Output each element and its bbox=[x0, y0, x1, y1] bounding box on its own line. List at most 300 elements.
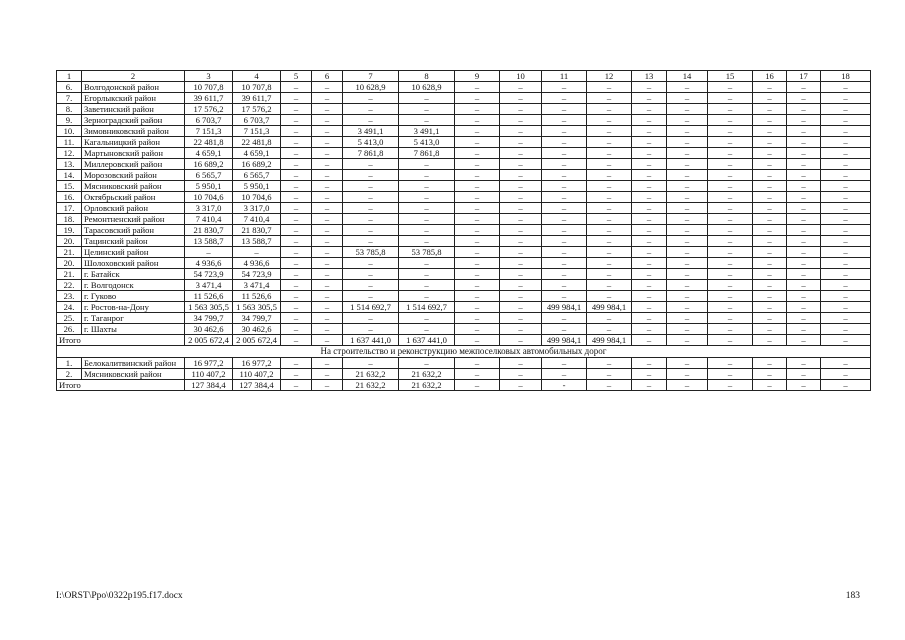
table-cell: – bbox=[632, 104, 667, 115]
table-cell: – bbox=[821, 104, 871, 115]
table-cell: – bbox=[821, 126, 871, 137]
table-cell: – bbox=[708, 214, 753, 225]
table-cell: 30 462,6 bbox=[233, 324, 281, 335]
table-cell: Кагальницкий район bbox=[82, 137, 185, 148]
table-cell: 13 588,7 bbox=[185, 236, 233, 247]
table-row bbox=[57, 82, 871, 93]
table-cell: – bbox=[821, 280, 871, 291]
table-cell: – bbox=[500, 137, 542, 148]
table-cell: – bbox=[587, 269, 632, 280]
table-cell: – bbox=[667, 159, 708, 170]
table-cell: 26. bbox=[57, 324, 82, 335]
table-row bbox=[57, 148, 871, 159]
table-cell: – bbox=[281, 369, 312, 380]
table-cell: – bbox=[667, 291, 708, 302]
table-cell: – bbox=[500, 335, 542, 346]
table-cell: – bbox=[787, 335, 821, 346]
table-cell: – bbox=[455, 291, 500, 302]
table-cell: – bbox=[455, 280, 500, 291]
table-row bbox=[57, 126, 871, 137]
table-cell: – bbox=[821, 82, 871, 93]
table-cell: – bbox=[787, 324, 821, 335]
table-cell: – bbox=[787, 247, 821, 258]
table-cell: – bbox=[708, 181, 753, 192]
table-cell: – bbox=[343, 280, 399, 291]
table-cell: Ремонтненский район bbox=[82, 214, 185, 225]
table-cell: – bbox=[821, 380, 871, 391]
table-cell: 3 471,4 bbox=[185, 280, 233, 291]
table-cell: – bbox=[787, 126, 821, 137]
table-cell: – bbox=[821, 181, 871, 192]
table-cell: г. Таганрог bbox=[82, 313, 185, 324]
table-cell: – bbox=[787, 137, 821, 148]
table-cell: – bbox=[281, 335, 312, 346]
table-cell: 18. bbox=[57, 214, 82, 225]
table-cell: – bbox=[708, 369, 753, 380]
table-cell: 5 413,0 bbox=[343, 137, 399, 148]
table-cell: – bbox=[281, 225, 312, 236]
table-cell: 53 785,8 bbox=[399, 247, 455, 258]
table-cell: Волгодонской район bbox=[82, 82, 185, 93]
table-cell: – bbox=[312, 369, 343, 380]
table-cell: – bbox=[708, 115, 753, 126]
table-cell: – bbox=[399, 225, 455, 236]
table-cell: 21 632,2 bbox=[399, 380, 455, 391]
table-cell: – bbox=[312, 192, 343, 203]
table-cell: – bbox=[632, 170, 667, 181]
table-cell: – bbox=[542, 104, 587, 115]
table-cell: – bbox=[821, 324, 871, 335]
table-cell: – bbox=[343, 269, 399, 280]
table-cell: – bbox=[667, 302, 708, 313]
table-cell: – bbox=[708, 148, 753, 159]
table-cell: – bbox=[753, 247, 787, 258]
table-cell: – bbox=[667, 93, 708, 104]
table-cell: 10 704,6 bbox=[185, 192, 233, 203]
table-cell: – bbox=[312, 181, 343, 192]
table-cell: – bbox=[281, 181, 312, 192]
table-cell: 11 bbox=[542, 71, 587, 82]
table-cell: 4 659,1 bbox=[233, 148, 281, 159]
table-cell: – bbox=[281, 313, 312, 324]
table-cell: – bbox=[753, 82, 787, 93]
table-cell: – bbox=[500, 236, 542, 247]
table-cell: 23. bbox=[57, 291, 82, 302]
table-cell: – bbox=[312, 269, 343, 280]
table-cell: 6. bbox=[57, 82, 82, 93]
table-cell: – bbox=[753, 258, 787, 269]
table-row bbox=[57, 258, 871, 269]
column-number-row bbox=[57, 71, 871, 82]
table-cell: – bbox=[399, 269, 455, 280]
table-cell: – bbox=[787, 225, 821, 236]
table-cell: – bbox=[587, 181, 632, 192]
table-cell: – bbox=[542, 148, 587, 159]
table-cell: – bbox=[399, 358, 455, 369]
table-cell: – bbox=[542, 192, 587, 203]
table-cell: – bbox=[587, 258, 632, 269]
document-path: I:\ORST\Ppo\0322p195.f17.docx bbox=[56, 591, 183, 601]
table-cell: – bbox=[500, 380, 542, 391]
table-cell: – bbox=[587, 159, 632, 170]
table-cell: – bbox=[312, 280, 343, 291]
table-cell: – bbox=[753, 181, 787, 192]
table-cell: – bbox=[500, 82, 542, 93]
table-cell: – bbox=[587, 358, 632, 369]
table-cell: 14 bbox=[667, 71, 708, 82]
table-cell: Егорлыкский район bbox=[82, 93, 185, 104]
table-cell: – bbox=[542, 324, 587, 335]
table-cell: – bbox=[632, 126, 667, 137]
table-cell: – bbox=[542, 82, 587, 93]
table-cell: – bbox=[821, 93, 871, 104]
table-cell: г. Батайск bbox=[82, 269, 185, 280]
table-cell: 10 707,8 bbox=[185, 82, 233, 93]
table-cell: – bbox=[667, 335, 708, 346]
table-cell: – bbox=[708, 82, 753, 93]
table-row bbox=[57, 115, 871, 126]
table-cell: – bbox=[312, 380, 343, 391]
table-cell: 3 491,1 bbox=[343, 126, 399, 137]
table-cell: – bbox=[542, 236, 587, 247]
table-cell: – bbox=[667, 269, 708, 280]
table-cell: 7 861,8 bbox=[399, 148, 455, 159]
table-cell: 3 317,0 bbox=[185, 203, 233, 214]
table-cell: – bbox=[821, 313, 871, 324]
table-cell: – bbox=[821, 115, 871, 126]
table-cell: – bbox=[500, 291, 542, 302]
table-cell: – bbox=[787, 358, 821, 369]
table-cell: 10 707,8 bbox=[233, 82, 281, 93]
table-row bbox=[57, 247, 871, 258]
table-cell: 11 526,6 bbox=[233, 291, 281, 302]
table-cell: 39 611,7 bbox=[233, 93, 281, 104]
table-cell: – bbox=[587, 126, 632, 137]
table-cell: 7 151,3 bbox=[185, 126, 233, 137]
table-cell: 22 481,8 bbox=[233, 137, 281, 148]
table-cell: – bbox=[667, 280, 708, 291]
table-cell: – bbox=[542, 358, 587, 369]
table-cell: – bbox=[587, 225, 632, 236]
table-cell: – bbox=[753, 115, 787, 126]
table-cell: – bbox=[455, 247, 500, 258]
page-number: 183 bbox=[845, 591, 860, 601]
table-cell: – bbox=[753, 203, 787, 214]
table-cell: – bbox=[312, 214, 343, 225]
table-cell: – bbox=[455, 159, 500, 170]
table-cell: – bbox=[281, 159, 312, 170]
table-cell: – bbox=[708, 269, 753, 280]
table-cell: – bbox=[753, 93, 787, 104]
table-cell: – bbox=[500, 280, 542, 291]
table-cell: 7 410,4 bbox=[185, 214, 233, 225]
table-cell: 21 632,2 bbox=[399, 369, 455, 380]
table-cell: 2 bbox=[82, 71, 185, 82]
table-cell: – bbox=[787, 170, 821, 181]
table-cell: – bbox=[542, 126, 587, 137]
table-row bbox=[57, 104, 871, 115]
table-cell: – bbox=[667, 137, 708, 148]
table-cell: – bbox=[455, 126, 500, 137]
table-cell: – bbox=[708, 170, 753, 181]
table-cell: Зерноградский район bbox=[82, 115, 185, 126]
table-cell: – bbox=[281, 324, 312, 335]
table-cell: – bbox=[312, 170, 343, 181]
table-cell: – bbox=[667, 358, 708, 369]
table-cell: – bbox=[787, 159, 821, 170]
table-cell: – bbox=[753, 324, 787, 335]
table-cell: – bbox=[312, 313, 343, 324]
table-cell: – bbox=[821, 137, 871, 148]
table-cell: – bbox=[787, 214, 821, 225]
table-row bbox=[57, 324, 871, 335]
table-cell: 110 407,2 bbox=[233, 369, 281, 380]
table-cell: – bbox=[587, 380, 632, 391]
table-cell: – bbox=[455, 358, 500, 369]
table-cell: 3 bbox=[185, 71, 233, 82]
table-cell: 10 704,6 bbox=[233, 192, 281, 203]
table-cell: – bbox=[500, 302, 542, 313]
table-cell: – bbox=[753, 280, 787, 291]
table-cell: – bbox=[787, 93, 821, 104]
table-cell: – bbox=[542, 225, 587, 236]
table-cell: 6 565,7 bbox=[185, 170, 233, 181]
table-cell: – bbox=[587, 313, 632, 324]
table-row bbox=[57, 170, 871, 181]
table-cell: 21. bbox=[57, 247, 82, 258]
table-cell: – bbox=[281, 214, 312, 225]
table-cell: 1 514 692,7 bbox=[399, 302, 455, 313]
section-title: На строительство и реконструкцию межпоселковых автомобильных дорог bbox=[57, 346, 871, 358]
table-cell: 21 830,7 bbox=[185, 225, 233, 236]
table-cell: – bbox=[500, 313, 542, 324]
table-cell: – bbox=[455, 324, 500, 335]
table-cell: – bbox=[632, 369, 667, 380]
table-cell: – bbox=[587, 170, 632, 181]
table-cell: 11 526,6 bbox=[185, 291, 233, 302]
table-cell: – bbox=[821, 247, 871, 258]
table-cell: – bbox=[821, 291, 871, 302]
table-cell: – bbox=[632, 291, 667, 302]
table-cell: 15 bbox=[708, 71, 753, 82]
table-cell: – bbox=[632, 335, 667, 346]
table-cell: – bbox=[281, 126, 312, 137]
table-cell: Белокалитвинский район bbox=[82, 358, 185, 369]
table-cell: 110 407,2 bbox=[185, 369, 233, 380]
table-cell: – bbox=[708, 280, 753, 291]
table-cell: – bbox=[787, 82, 821, 93]
table-cell: Заветинский район bbox=[82, 104, 185, 115]
table-cell: – bbox=[753, 380, 787, 391]
table-cell: 8 bbox=[399, 71, 455, 82]
table-cell: – bbox=[312, 335, 343, 346]
table-cell: – bbox=[281, 115, 312, 126]
table-cell: Морозовский район bbox=[82, 170, 185, 181]
table-cell: – bbox=[632, 324, 667, 335]
table-cell: – bbox=[281, 380, 312, 391]
table-cell: – bbox=[343, 93, 399, 104]
table-cell: 10. bbox=[57, 126, 82, 137]
table-cell: – bbox=[542, 170, 587, 181]
table-cell: – bbox=[500, 93, 542, 104]
table-cell: – bbox=[312, 159, 343, 170]
table-cell: 21. bbox=[57, 269, 82, 280]
table-row bbox=[57, 214, 871, 225]
table-cell: 10 628,9 bbox=[399, 82, 455, 93]
table-cell: – bbox=[708, 313, 753, 324]
table-cell: – bbox=[587, 115, 632, 126]
section-row bbox=[57, 346, 871, 358]
table-cell: Тарасовский район bbox=[82, 225, 185, 236]
table-cell: 10 628,9 bbox=[343, 82, 399, 93]
table-cell: – bbox=[667, 181, 708, 192]
table-cell: – bbox=[632, 380, 667, 391]
table-cell: – bbox=[587, 291, 632, 302]
table-cell: 21 830,7 bbox=[233, 225, 281, 236]
table-cell: – bbox=[399, 313, 455, 324]
table-cell: Итого bbox=[57, 335, 185, 346]
table-cell: 4 936,6 bbox=[233, 258, 281, 269]
table-cell: – bbox=[281, 203, 312, 214]
table-cell: – bbox=[667, 203, 708, 214]
table-cell: – bbox=[399, 236, 455, 247]
table-cell: 30 462,6 bbox=[185, 324, 233, 335]
table-cell: – bbox=[312, 324, 343, 335]
table-cell: 9. bbox=[57, 115, 82, 126]
table-cell: – bbox=[587, 324, 632, 335]
table-cell: – bbox=[821, 148, 871, 159]
table-cell: 499 984,1 bbox=[542, 302, 587, 313]
table-cell: – bbox=[753, 170, 787, 181]
table-cell: – bbox=[587, 104, 632, 115]
table-cell: – bbox=[667, 236, 708, 247]
table-cell: – bbox=[399, 170, 455, 181]
table-cell: 8. bbox=[57, 104, 82, 115]
table-cell: – bbox=[708, 324, 753, 335]
table-cell: – bbox=[587, 192, 632, 203]
table-cell: – bbox=[281, 358, 312, 369]
table-row bbox=[57, 291, 871, 302]
table-cell: – bbox=[667, 313, 708, 324]
table-cell: – bbox=[632, 148, 667, 159]
table-cell: 2 005 672,4 bbox=[233, 335, 281, 346]
table-cell: – bbox=[542, 247, 587, 258]
table-cell: – bbox=[667, 258, 708, 269]
table-cell: 4 659,1 bbox=[185, 148, 233, 159]
table-cell: – bbox=[455, 236, 500, 247]
table-cell: 13 bbox=[632, 71, 667, 82]
table-cell: – bbox=[753, 225, 787, 236]
table-cell: – bbox=[542, 313, 587, 324]
table-row bbox=[57, 192, 871, 203]
table-cell: – bbox=[821, 236, 871, 247]
table-cell: 22 481,8 bbox=[185, 137, 233, 148]
table-cell: – bbox=[455, 82, 500, 93]
table-cell: 18 bbox=[821, 71, 871, 82]
table-cell: – bbox=[399, 203, 455, 214]
table-cell: – bbox=[632, 302, 667, 313]
table-cell: – bbox=[667, 380, 708, 391]
table-row bbox=[57, 280, 871, 291]
table-cell: – bbox=[185, 247, 233, 258]
table-cell: – bbox=[667, 170, 708, 181]
table-cell: – bbox=[399, 192, 455, 203]
table-cell: – bbox=[667, 225, 708, 236]
table-cell: – bbox=[542, 181, 587, 192]
table-cell: 34 799,7 bbox=[185, 313, 233, 324]
table-cell: – bbox=[542, 291, 587, 302]
table-cell: – bbox=[542, 137, 587, 148]
table-cell: – bbox=[500, 269, 542, 280]
table-cell: – bbox=[708, 380, 753, 391]
table-cell: – bbox=[708, 236, 753, 247]
table-cell: 6 703,7 bbox=[185, 115, 233, 126]
table-cell: г. Гуково bbox=[82, 291, 185, 302]
table-cell: 13 588,7 bbox=[233, 236, 281, 247]
table-cell: Зимовниковский район bbox=[82, 126, 185, 137]
table-cell: – bbox=[455, 335, 500, 346]
table-cell: – bbox=[455, 115, 500, 126]
table-cell: 16 689,2 bbox=[185, 159, 233, 170]
table-row bbox=[57, 302, 871, 313]
table-cell: 499 984,1 bbox=[587, 335, 632, 346]
table-cell: 7. bbox=[57, 93, 82, 104]
table-cell: 3 317,0 bbox=[233, 203, 281, 214]
table-cell: 6 bbox=[312, 71, 343, 82]
table-cell: – bbox=[787, 148, 821, 159]
table-cell: – bbox=[312, 203, 343, 214]
table-cell: – bbox=[632, 258, 667, 269]
table-cell: – bbox=[667, 104, 708, 115]
table-cell: – bbox=[587, 280, 632, 291]
table-cell: – bbox=[455, 170, 500, 181]
table-cell: – bbox=[455, 380, 500, 391]
table-cell: – bbox=[343, 115, 399, 126]
table-cell: Миллеровский район bbox=[82, 159, 185, 170]
table-cell: 5 413,0 bbox=[399, 137, 455, 148]
table-cell: – bbox=[821, 335, 871, 346]
table-cell: – bbox=[312, 126, 343, 137]
table-cell: – bbox=[753, 159, 787, 170]
table-cell: – bbox=[500, 358, 542, 369]
table-cell: – bbox=[587, 82, 632, 93]
table-row bbox=[57, 159, 871, 170]
table-cell: г. Шахты bbox=[82, 324, 185, 335]
table-cell: – bbox=[500, 203, 542, 214]
table-cell: 21 632,2 bbox=[343, 380, 399, 391]
table-cell: 54 723,9 bbox=[233, 269, 281, 280]
table-cell: – bbox=[500, 126, 542, 137]
table-cell: – bbox=[708, 137, 753, 148]
table-cell: – bbox=[542, 214, 587, 225]
table-cell: – bbox=[753, 214, 787, 225]
table-cell: – bbox=[821, 159, 871, 170]
table-cell: – bbox=[500, 324, 542, 335]
table-cell: – bbox=[343, 313, 399, 324]
table-cell: – bbox=[399, 291, 455, 302]
table-cell: – bbox=[753, 236, 787, 247]
table-cell: – bbox=[821, 214, 871, 225]
table-cell: – bbox=[500, 104, 542, 115]
table-cell: – bbox=[500, 225, 542, 236]
table-cell: Октябрьский район bbox=[82, 192, 185, 203]
table-cell: – bbox=[753, 192, 787, 203]
table-cell: – bbox=[587, 247, 632, 258]
table-cell: – bbox=[787, 192, 821, 203]
table-cell: – bbox=[343, 159, 399, 170]
table-cell: – bbox=[587, 214, 632, 225]
table-cell: – bbox=[667, 247, 708, 258]
